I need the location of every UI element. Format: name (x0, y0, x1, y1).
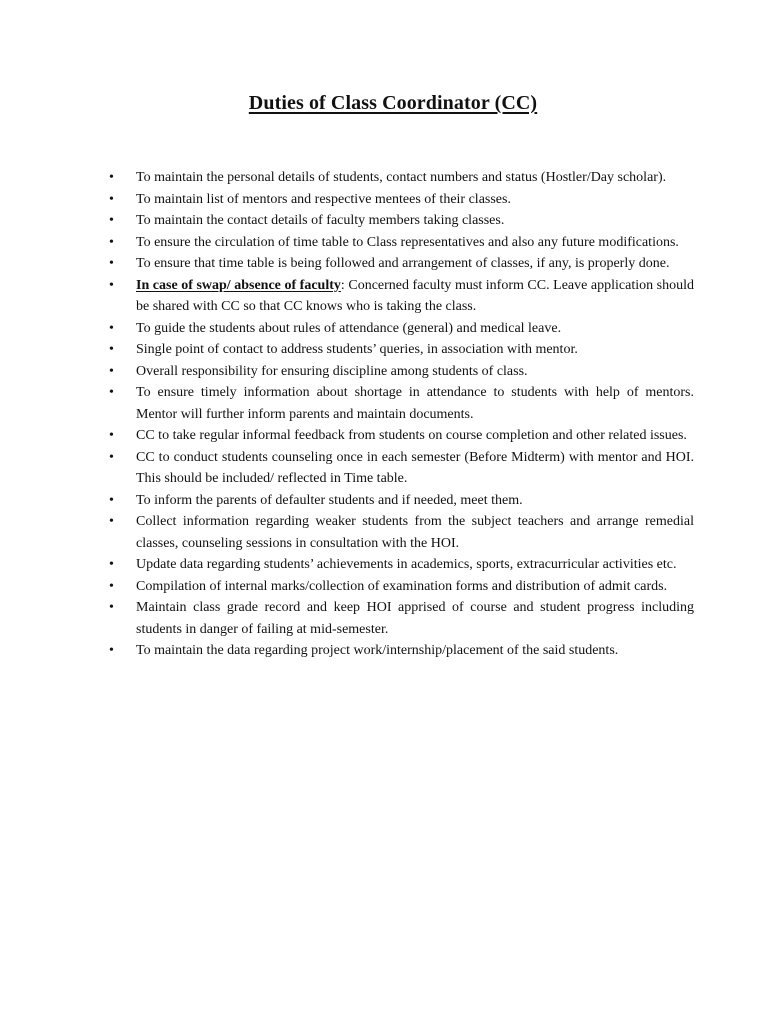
bullet-icon: • (109, 191, 114, 207)
duty-text: To maintain the contact details of faculty members taking classes. (136, 213, 505, 228)
bullet-icon: • (109, 234, 114, 250)
bullet-icon: • (109, 557, 114, 572)
duty-text: To guide the students about rules of attendance (general) and medical leave. (136, 320, 562, 336)
bullet-icon: • (109, 385, 114, 400)
duty-text: To inform the parents of defaulter students and if needed, meet them. (136, 492, 523, 508)
duty-lead-text: In case of swap/ absence of faculty (136, 277, 341, 293)
duty-item (109, 339, 694, 361)
bullet-icon: • (109, 578, 114, 594)
duty-text: CC to take regular informal feedback from students on course completion and other related issues. (136, 428, 687, 443)
bullet-icon: • (109, 428, 114, 443)
duty-text: : Concerned faculty must inform CC. Leave application should be shared with CC so that CC knows who is taking the class. (136, 277, 695, 314)
duty-text: Single point of contact to address students’ queries, in association with mentor. (136, 342, 578, 357)
bullet-icon: • (109, 342, 114, 357)
duty-item (109, 597, 694, 640)
duty-text: To maintain the personal details of students, contact numbers and status (Hostler/Day scholar). (136, 170, 667, 185)
bullet-icon: • (109, 643, 114, 658)
duty-text: Update data regarding students’ achievements in academics, sports, extracurricular activities etc. (136, 557, 677, 572)
duty-text: Collect information regarding weaker students from the subject teachers and arrange remedial classes, counseling sessions in consultation with the HOI. (136, 514, 694, 551)
bullet-icon: • (109, 277, 114, 293)
bullet-icon: • (109, 600, 114, 615)
bullet-icon: • (109, 213, 114, 228)
duty-text: To maintain list of mentors and respective mentees of their classes. (136, 191, 511, 207)
duty-item (109, 361, 694, 383)
document-title: Duties of Class Coordinator (CC) (248, 92, 538, 114)
bullet-icon: • (109, 363, 114, 379)
duty-item (109, 253, 694, 275)
duty-item (109, 511, 694, 554)
bullet-icon: • (109, 449, 114, 465)
duty-item (109, 318, 694, 340)
duty-text: To ensure the circulation of time table to Class representatives and also any future modifications. (136, 234, 679, 250)
duty-item (109, 382, 694, 425)
duty-text: To ensure that time table is being followed and arrangement of classes, if any, is properly done. (136, 256, 670, 271)
duty-text: To maintain the data regarding project work/internship/placement of the said students. (136, 643, 619, 658)
bullet-icon: • (109, 492, 114, 508)
bullet-icon: • (109, 170, 114, 185)
duty-item (109, 640, 694, 662)
duty-text: Compilation of internal marks/collection of examination forms and distribution of admit cards. (136, 578, 668, 594)
duty-item (109, 232, 694, 254)
bullet-icon: • (109, 256, 114, 271)
duty-item (109, 576, 694, 598)
duty-item (109, 275, 694, 318)
duty-item (109, 554, 694, 576)
duty-text: CC to conduct students counseling once in each semester (Before Midterm) with mentor and HOI. This should be included/ reflected in Time table. (136, 449, 694, 486)
duty-item (109, 490, 694, 512)
bullet-icon: • (109, 514, 114, 529)
duty-item (109, 447, 694, 490)
duty-item (109, 210, 694, 232)
duty-text: Maintain class grade record and keep HOI apprised of course and student progress including students in danger of failing at mid-semester. (136, 600, 694, 637)
bullet-icon: • (109, 320, 114, 336)
duty-item (109, 425, 694, 447)
duty-item (109, 189, 694, 211)
duties-list (109, 167, 694, 662)
duty-text: Overall responsibility for ensuring discipline among students of class. (136, 363, 528, 379)
duty-item (109, 167, 694, 189)
duty-text: To ensure timely information about shortage in attendance to students with help of mentors. Mentor will further inform parents and maintain documents. (136, 385, 694, 422)
